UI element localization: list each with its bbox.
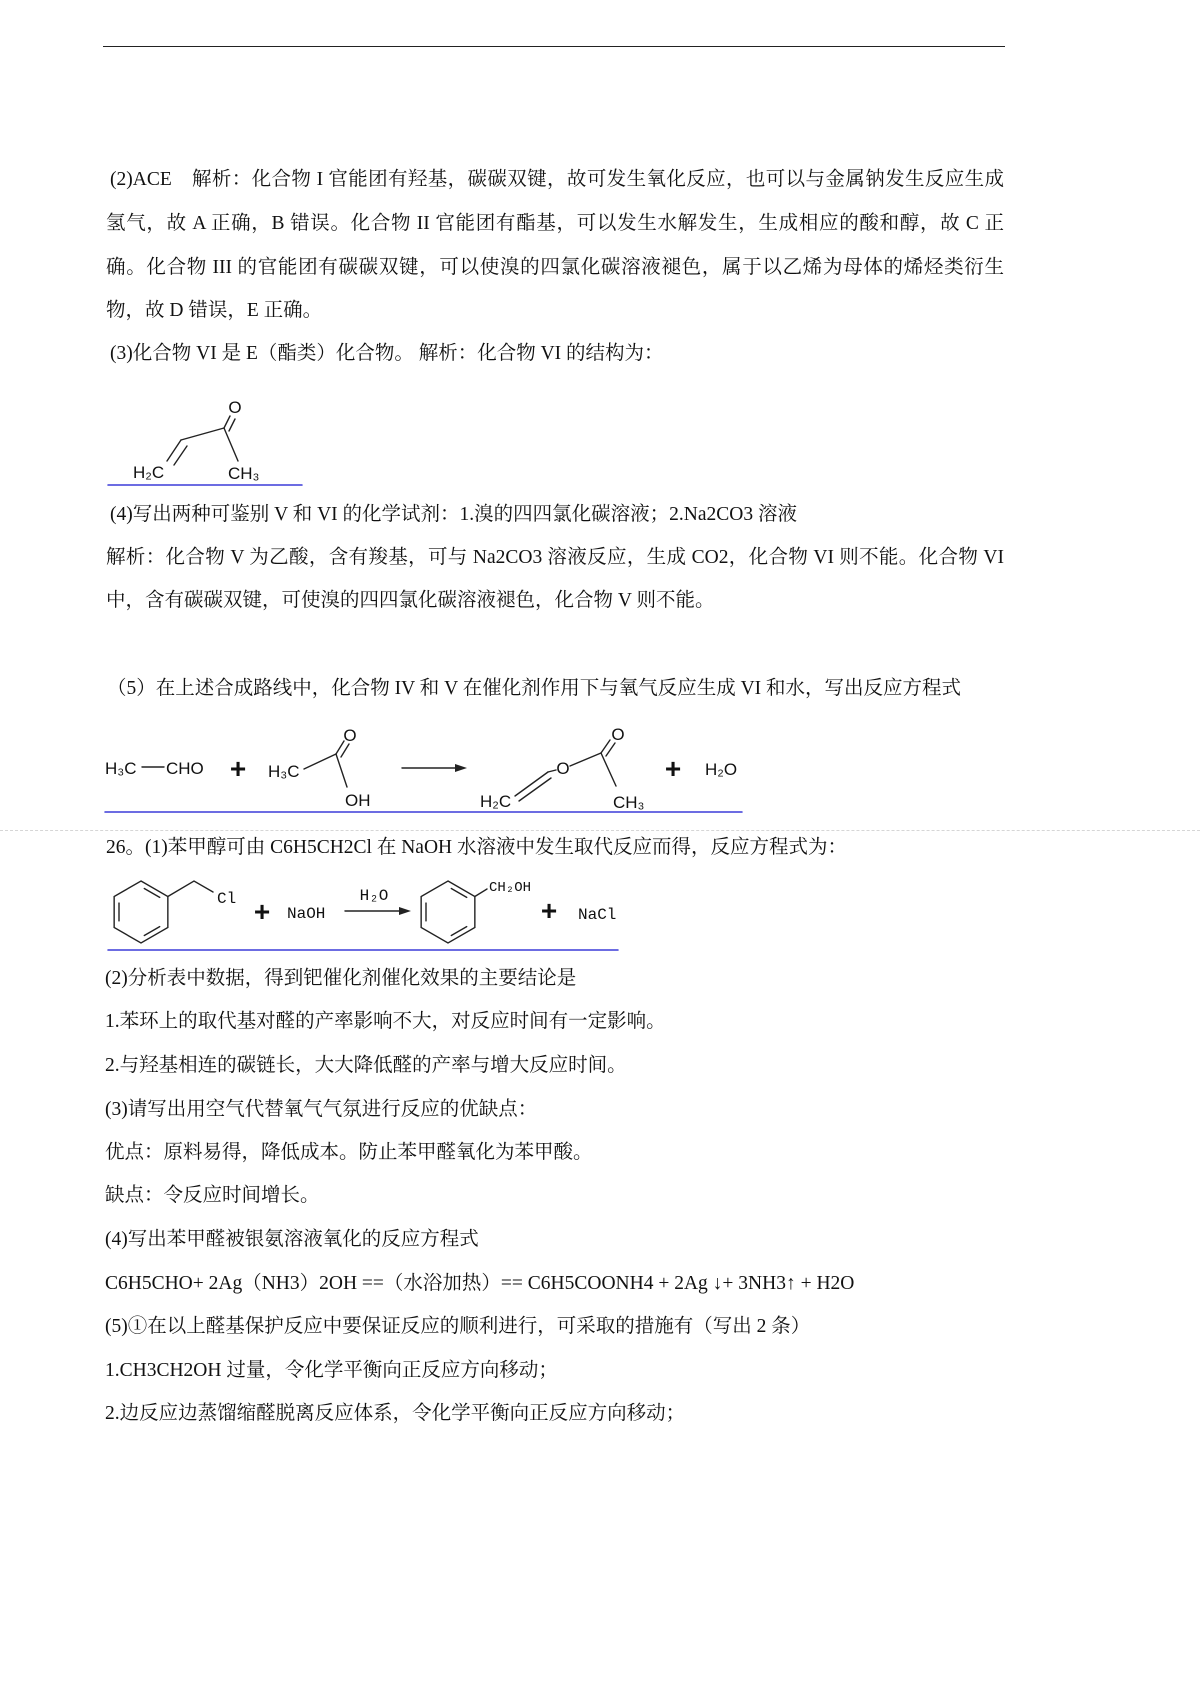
- reaction-esterification: [100, 718, 750, 818]
- bond-acid-hydroxyl: [336, 754, 347, 787]
- q26-part2-conclusion-2: 2.与羟基相连的碳链长，大大降低醛的产率与增大反应时间。: [105, 1055, 627, 1076]
- benzene-ring: [421, 881, 475, 943]
- bond-acid-co-double-inner: [341, 744, 349, 757]
- byproduct-label: NaCl: [578, 906, 617, 924]
- plus-sign: +: [253, 896, 271, 927]
- q25-part4: (4)写出两种可鉴别 V 和 VI 的化学试剂：1.溴的四四氯化碳溶液；2.Na2CO3 溶液: [110, 504, 797, 525]
- q26-part3-heading: (3)请写出用空气代替氧气气氛进行反应的优缺点：: [105, 1099, 538, 1120]
- bond-vinyl-oxygen: [548, 770, 556, 772]
- q26-part5-measure-2: 2.边反应边蒸馏缩醛脱离反应体系，令化学平衡向正反应方向移动；: [105, 1403, 686, 1424]
- aldehyde-group-label: CHO: [166, 759, 204, 778]
- bond-chloromethyl-chain: [168, 881, 213, 897]
- q26-part3-advantages: 优点：原料易得，降低成本。防止苯甲醛氧化为苯甲酸。: [105, 1142, 593, 1163]
- aldehyde-methyl-label: H₃C: [105, 759, 137, 778]
- q26-part4-equation: C6H5CHO+ 2Ag（NH3）2OH ==（水浴加热）== C6H5COONH4 + 2Ag ↓+ 3NH3↑ + H2O: [105, 1273, 855, 1294]
- acid-hydroxyl-label: OH: [345, 791, 371, 810]
- bond-oxygen-carbonyl: [570, 753, 601, 766]
- water-label: H₂O: [705, 760, 738, 779]
- plus-sign: +: [664, 753, 682, 784]
- q26-part4-heading: (4)写出苯甲醛被银氨溶液氧化的反应方程式: [105, 1229, 479, 1250]
- q26-part1: 26。(1)苯甲醇可由 C6H5CH2Cl 在 NaOH 水溶液中发生取代反应而得，反应方程式为：: [106, 837, 847, 858]
- q25-part2-line-1: (2)ACE 解析：化合物 I 官能团有羟基，碳碳双键，故可发生氧化反应，也可以与金属钠发生反应生成: [110, 169, 1004, 190]
- reagent-label: NaOH: [287, 905, 326, 923]
- q26-part5-measure-1: 1.CH3CH2OH 过量，令化学平衡向正反应方向移动；: [105, 1360, 558, 1381]
- bond-co-double-inner: [229, 419, 235, 431]
- q26-part5-heading: (5)①在以上醛基保护反应中要保证反应的顺利进行，可采取的措施有（写出 2 条）: [105, 1316, 811, 1337]
- benzene-ring: [114, 881, 168, 943]
- q26-part3-disadvantages: 缺点：令反应时间增长。: [105, 1185, 320, 1206]
- carbonyl-oxygen-label: O: [228, 398, 242, 417]
- plus-sign: +: [229, 753, 247, 784]
- chlorine-label: Cl: [217, 890, 237, 908]
- header-rule: [103, 46, 1005, 47]
- condition-label: H₂O: [359, 887, 389, 905]
- plus-sign: +: [540, 895, 558, 926]
- hydroxymethyl-label: CH₂OH: [489, 880, 532, 896]
- methylene-label: H₂C: [133, 463, 165, 482]
- acid-methyl-label: H₃C: [268, 762, 300, 781]
- q25-part3: (3)化合物 VI 是 E（酯类）化合物。 解析：化合物 VI 的结构为：: [110, 343, 664, 364]
- structure-compound-vi: [100, 385, 315, 493]
- bond-hydroxymethyl: [475, 889, 487, 897]
- reaction-benzyl-chloride-hydrolysis: [100, 862, 630, 958]
- bond-ester-methyl: [601, 753, 616, 786]
- q26-part2-heading: (2)分析表中数据，得到钯催化剂催化效果的主要结论是: [105, 968, 577, 989]
- bond-ch-carbonyl: [181, 428, 224, 440]
- ester-methylene-label: H₂C: [480, 792, 512, 811]
- reaction-arrow-head: [399, 907, 411, 915]
- page-break-separator: [0, 830, 1200, 831]
- bond-carbonyl-methyl: [224, 428, 238, 461]
- bond-cc-double-inner: [174, 446, 187, 465]
- bond-acid-methyl-carbon: [304, 754, 336, 769]
- methyl-label: CH₃: [228, 464, 260, 483]
- ester-oxygen-label: O: [556, 759, 570, 778]
- acid-carbonyl-oxygen-label: O: [343, 726, 357, 745]
- q25-part5: （5）在上述合成路线中，化合物 IV 和 V 在催化剂作用下与氧气反应生成 VI 和水，写出反应方程式: [107, 678, 962, 699]
- ester-carbonyl-oxygen-label: O: [611, 725, 625, 744]
- q25-part4-analysis-line-2: 中，含有碳碳双键，可使溴的四四氯化碳溶液褪色，化合物 V 则不能。: [106, 590, 715, 611]
- reaction-arrow-head: [455, 764, 467, 772]
- bond-co-double-outer: [224, 416, 230, 428]
- ester-methyl-label: CH₃: [613, 793, 645, 812]
- q25-part2-line-4: 物，故 D 错误，E 正确。: [106, 300, 323, 321]
- q25-part2-line-3: 确。化合物 III 的官能团有碳碳双键，可以使溴的四氯化碳溶液褪色，属于以乙烯为母体的烯烃类衍生: [106, 257, 1004, 278]
- q25-part4-analysis-line-1: 解析：化合物 V 为乙酸，含有羧基，可与 Na2CO3 溶液反应，生成 CO2，化合物 VI 则不能。化合物 VI: [106, 547, 1004, 568]
- q26-part2-conclusion-1: 1.苯环上的取代基对醛的产率影响不大，对反应时间有一定影响。: [105, 1011, 666, 1032]
- q25-part2-line-2: 氢气，故 A 正确，B 错误。化合物 II 官能团有酯基，可以发生水解发生，生成相应的酸和醇，故 C 正: [106, 213, 1004, 234]
